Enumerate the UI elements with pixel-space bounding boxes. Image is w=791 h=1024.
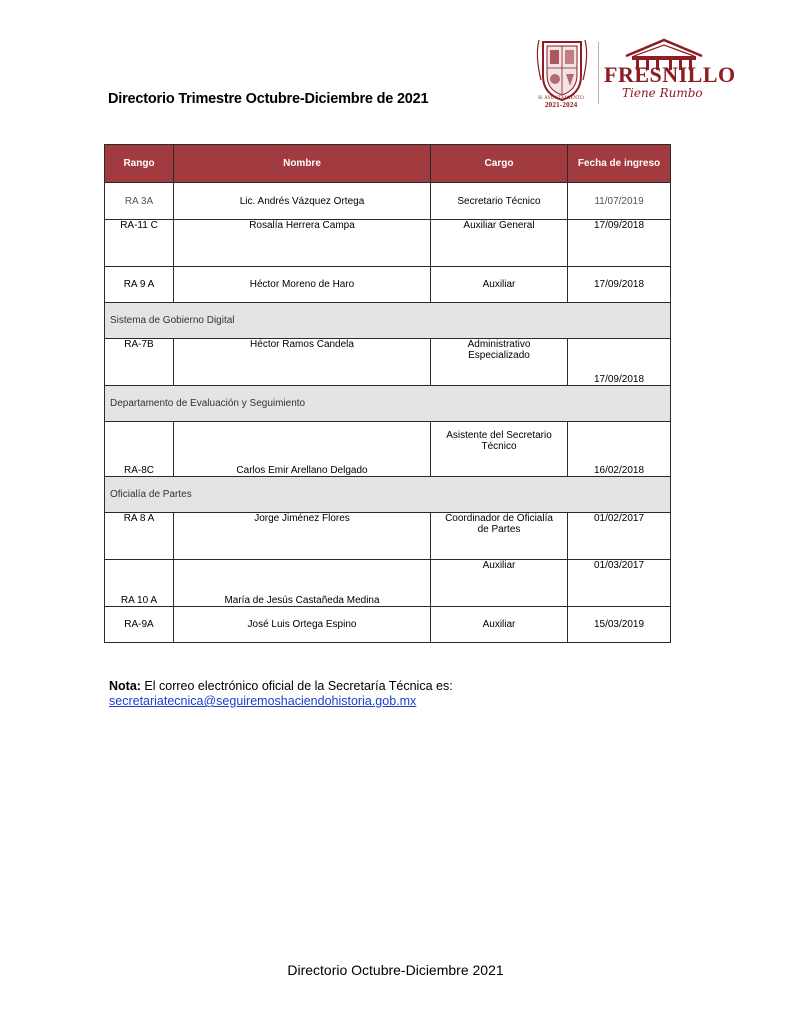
- cell-nombre: José Luis Ortega Espino: [174, 607, 431, 643]
- cell-nombre: Héctor Moreno de Haro: [174, 267, 431, 303]
- cell-fecha: 17/09/2018: [568, 220, 671, 267]
- cell-nombre: Carlos Emir Arellano Delgado: [174, 422, 431, 477]
- cell-nombre: Jorge Jiménez Flores: [174, 513, 431, 560]
- directory-table: [104, 144, 671, 643]
- cell-cargo: Secretario Técnico: [431, 183, 568, 220]
- table-row: [105, 267, 671, 303]
- brand-wordmark: FRESNILLO: [604, 62, 736, 87]
- cell-nombre: María de Jesús Castañeda Medina: [174, 560, 431, 607]
- document-title: Directorio Trimestre Octubre-Diciembre de 2021: [108, 91, 429, 107]
- cell-cargo-line2: Técnico: [481, 441, 517, 452]
- table-row: [105, 607, 671, 643]
- cell-nombre: Lic. Andrés Vázquez Ortega: [174, 183, 431, 220]
- column-header-rango: Rango: [105, 145, 174, 183]
- email-link[interactable]: secretariatecnica@seguiremoshaciendohistoria.gob.mx: [109, 694, 417, 708]
- cell-fecha: 15/03/2019: [568, 607, 671, 643]
- cell-cargo-line2: de Partes: [477, 524, 521, 535]
- cell-cargo-line1: Administrativo: [467, 339, 531, 350]
- seal-caption: [531, 96, 591, 109]
- column-header-fecha: Fecha de ingreso: [568, 145, 671, 183]
- table-row: [105, 422, 671, 477]
- cell-cargo: [431, 339, 568, 386]
- note-label: Nota:: [109, 679, 141, 693]
- table-header-row: [105, 145, 671, 183]
- cell-cargo: Auxiliar: [431, 607, 568, 643]
- column-header-cargo: Cargo: [431, 145, 568, 183]
- cell-rango: RA-7B: [105, 339, 174, 386]
- table-row: [105, 560, 671, 607]
- table-row: [105, 339, 671, 386]
- cell-cargo: Auxiliar: [431, 267, 568, 303]
- cell-rango: RA-9A: [105, 607, 174, 643]
- section-label: Oficialía de Partes: [105, 477, 671, 513]
- seal-caption-line2: 2021-2024: [544, 100, 578, 109]
- cell-fecha: 17/09/2018: [568, 339, 671, 386]
- cell-rango: RA-8C: [105, 422, 174, 477]
- section-label: Sistema de Gobierno Digital: [105, 303, 671, 339]
- section-row: [105, 303, 671, 339]
- column-header-nombre: Nombre: [174, 145, 431, 183]
- section-row: [105, 386, 671, 422]
- logo-divider: [598, 42, 599, 104]
- cell-nombre: Rosalía Herrera Campa: [174, 220, 431, 267]
- table-row: [105, 513, 671, 560]
- cell-cargo: Auxiliar: [431, 560, 568, 607]
- cell-rango: RA 3A: [105, 183, 174, 220]
- section-label: Departamento de Evaluación y Seguimiento: [105, 386, 671, 422]
- cell-cargo-line1: Asistente del Secretario: [446, 430, 552, 441]
- note-block: [109, 679, 453, 709]
- cell-cargo: Auxiliar General: [431, 220, 568, 267]
- cell-cargo: [431, 422, 568, 477]
- cell-rango: RA 9 A: [105, 267, 174, 303]
- brand-tagline: Tiene Rumbo: [622, 86, 703, 100]
- cell-cargo-line1: Coordinador de Oficialía: [445, 513, 553, 524]
- cell-cargo: [431, 513, 568, 560]
- table-row: [105, 220, 671, 267]
- cell-rango: RA 8 A: [105, 513, 174, 560]
- cell-fecha: 17/09/2018: [568, 267, 671, 303]
- cell-cargo-line2: Especializado: [468, 350, 530, 361]
- page-footer: Directorio Octubre-Diciembre 2021: [287, 962, 504, 978]
- section-row: [105, 477, 671, 513]
- cell-nombre: Héctor Ramos Candela: [174, 339, 431, 386]
- note-text: El correo electrónico oficial de la Secretaría Técnica es:: [140, 679, 453, 693]
- cell-fecha: 01/03/2017: [568, 560, 671, 607]
- cell-rango: RA 10 A: [105, 560, 174, 607]
- cell-fecha: 16/02/2018: [568, 422, 671, 477]
- cell-fecha: 01/02/2017: [568, 513, 671, 560]
- cell-rango: RA-11 C: [105, 220, 174, 267]
- seal-caption-line1: H. AYUNTAMIENTO: [538, 96, 584, 101]
- table-row: [105, 183, 671, 220]
- cell-fecha: 11/07/2019: [568, 183, 671, 220]
